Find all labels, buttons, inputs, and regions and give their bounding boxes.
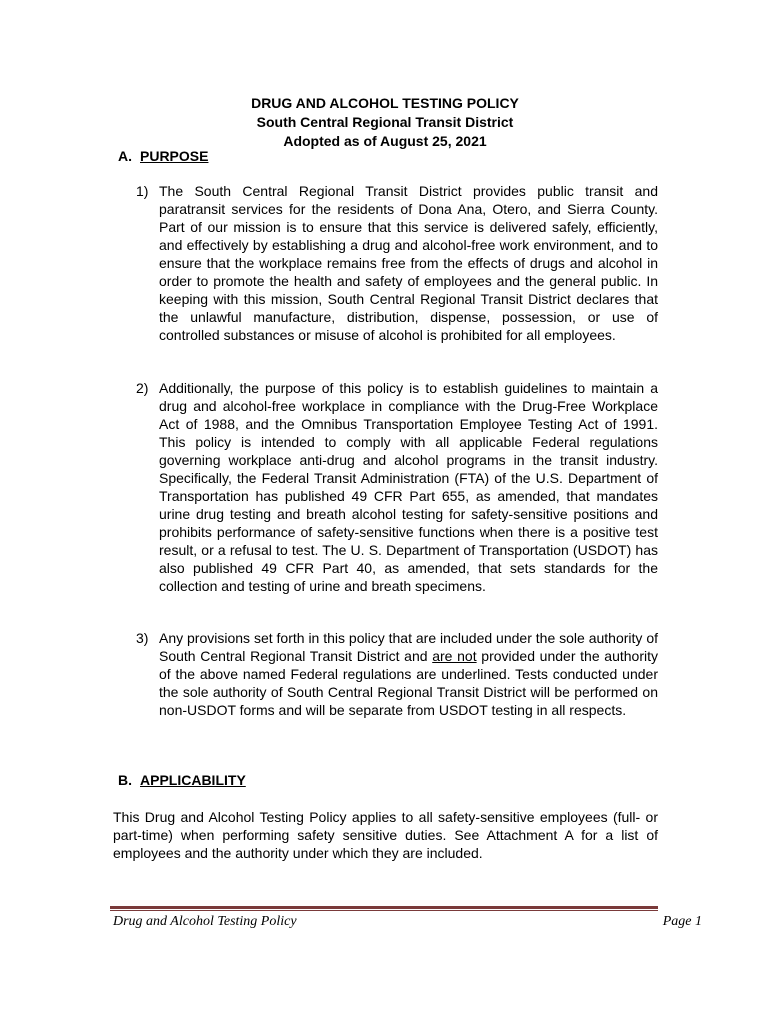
item-text: The South Central Regional Transit District provides public transit and paratransit services for the residents of Dona Ana, Otero, and Sierra County. Part of our mission is to ensure that this service is delivered safely, efficiently, and effectively by establishing a drug and alcohol-free work environment, and to ensure that the workplace remains free from the effects of drugs and alcohol in order to promote the health and safety of employees and the general public. In keeping with this mission, South Central Regional Transit District declares that the unlawful manufacture, distribution, dispense, possession, or use of controlled substances or misuse of alcohol is prohibited for all employees. bbox=[159, 183, 658, 343]
footer-page-number: Page 1 bbox=[662, 914, 702, 929]
section-title: APPLICABILITY bbox=[140, 772, 246, 788]
item-text-before: Any provisions set forth in this policy that are included under the sole authority of South Central Regional Transit District and bbox=[159, 630, 658, 664]
item-text: Additionally, the purpose of this policy is to establish guidelines to maintain a drug and alcohol-free workplace in compliance with the Drug-Free Workplace Act of 1988, and the Omnibus Transportation Employee Testing Act of 1991. This policy is intended to comply with all applicable Federal regulations governing workplace anti-drug and alcohol programs in the transit industry. Specifically, the Federal Transit Administration (FTA) of the U.S. Department of Transportation has published 49 CFR Part 655, as amended, that mandates urine drug testing and breath alcohol testing for safety-sensitive positions and prohibits performance of safety-sensitive functions when there is a positive test result, or a refusal to test. The U. S. Department of Transportation (USDOT) has also published 49 CFR Part 40, as amended, that sets standards for the collection and testing of urine and breath specimens. bbox=[159, 380, 658, 594]
footer-document-name: Drug and Alcohol Testing Policy bbox=[113, 914, 297, 929]
document-title: DRUG AND ALCOHOL TESTING POLICY bbox=[251, 95, 519, 111]
applicability-text: This Drug and Alcohol Testing Policy applies to all safety-sensitive employees (full- or part-time) when performing safety sensitive duties. See Attachment A for a list of employees and the authority under which they are included. bbox=[113, 809, 658, 861]
document-title-block bbox=[0, 94, 770, 151]
section-letter: A. bbox=[118, 148, 132, 164]
item-number: 2) bbox=[136, 380, 149, 396]
purpose-item-1 bbox=[136, 182, 658, 344]
purpose-item-2 bbox=[136, 379, 658, 595]
organization-name: South Central Regional Transit District bbox=[256, 114, 514, 130]
item-number: 1) bbox=[136, 183, 149, 199]
section-title: PURPOSE bbox=[140, 148, 209, 164]
purpose-item-3 bbox=[136, 629, 658, 719]
footer-divider bbox=[110, 906, 658, 911]
adoption-date: Adopted as of August 25, 2021 bbox=[283, 133, 487, 149]
item-text-underlined: are not bbox=[432, 648, 477, 664]
section-heading-applicability bbox=[118, 771, 246, 789]
section-heading-purpose bbox=[118, 147, 208, 165]
item-text bbox=[159, 629, 658, 719]
item-text-after: provided under the authority of the above named Federal regulations are underlined. Tests conducted under the sole authority of South Central Regional Transit District will be performed on non-USDOT forms and will be separate from USDOT testing in all respects. bbox=[159, 648, 659, 718]
item-number: 3) bbox=[136, 630, 149, 646]
section-letter: B. bbox=[118, 772, 132, 788]
